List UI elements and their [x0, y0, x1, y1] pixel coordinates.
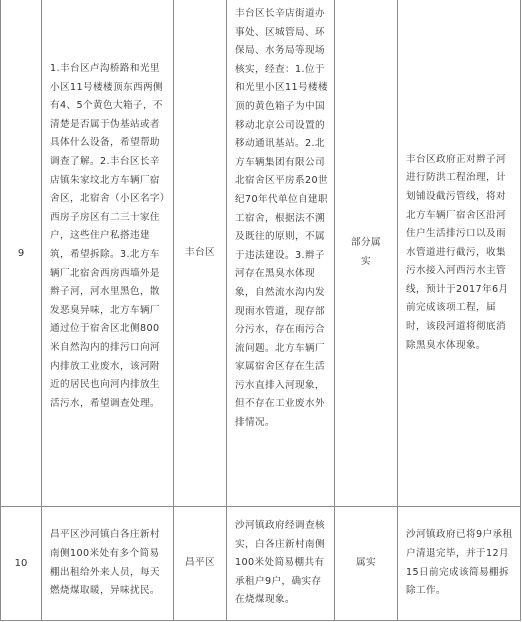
row-10-verdict-cell — [335, 507, 398, 621]
row-10-district-cell — [174, 507, 227, 621]
measures-text: 丰台区政府正对辫子河进行防洪工程治理，计划铺设截污管线，将对北方车辆厂宿舍区沿河住户生活排污口以及雨水管道进行截污，收集污水接入河西污水主管线，预计于2017年6月前完成该项工程，届时，该段河道将彻底消除黑臭水体现象。 — [406, 153, 509, 351]
row-9-measures-cell — [398, 0, 521, 507]
findings-text: 丰台区长辛店街道办事处、区城管局、环保局、水务局等现场核实，经查：1.位于和光里小区11号楼楼顶的黄色箱子为中国移动北京公司设置的移动通讯基站。2.北方车辆集团有限公司北宿舍区平房系20世纪70年代单位自建职工宿舍，根据法不溯及既往的原则，不属于违法建设。3.辫子河存在黑臭水体现象，自然流水沟内发现雨水管道，现存部分污水，存在雨污合流问题。北方车辆厂家属宿舍区存在生活污水直排入河现象，但不存在工业废水外排情况。 — [235, 8, 328, 429]
row-10-findings-cell — [227, 507, 335, 621]
row-10-problem-cell — [42, 507, 174, 621]
row-9-verdict-cell — [335, 0, 398, 507]
row-9-findings-cell — [227, 0, 335, 507]
complaint-text: 1.丰台区卢沟桥路和光里小区11号楼楼顶东西两侧有4、5个黄色大箱子，不清楚是否属于伪基站或者具体什么设备，希望帮助调查了解。2.丰台区长辛店镇朱家坟北方车辆厂宿舍区，北宿舍（小区名字）西房子房区有二三十家住户，这些住户私搭违建筑，希望拆除。3.北方车辆厂北宿舍西房西墙外是辫子河，河水里黑色，散发恶臭异味，北方车辆厂通过位于宿舍区北侧800米自然沟内的排污口向河内排放工业废水，该河附近的居民也向河内排放生活污水，希望调查处理。 — [50, 63, 166, 409]
findings-text: 沙河镇政府经调查核实，白各庄新村南侧100米处简易棚共有承租户9户，确实存在烧煤现象。 — [235, 520, 325, 606]
row-9-number-cell — [0, 0, 42, 507]
row-10-measures-cell — [398, 507, 521, 621]
row-9-problem-cell — [42, 0, 174, 507]
row-number: 10 — [14, 558, 28, 569]
district-text: 昌平区 — [185, 557, 215, 569]
row-9-district-cell — [174, 0, 227, 507]
complaint-text: 昌平区沙河镇白各庄新村南侧100米处有多个简易棚出租给外来人员，每天燃烧煤取暖，异味扰民。 — [50, 529, 160, 597]
row-number: 9 — [17, 247, 25, 259]
row-10-number-cell — [0, 507, 42, 621]
district-text: 丰台区 — [185, 246, 215, 258]
verdict-text: 属实 — [356, 557, 376, 569]
measures-text: 沙河镇政府已将9户承租户清退完毕，并于12月15日前完成该简易棚拆除工作。 — [406, 529, 513, 597]
verdict-text: 部分属实 — [351, 237, 381, 267]
